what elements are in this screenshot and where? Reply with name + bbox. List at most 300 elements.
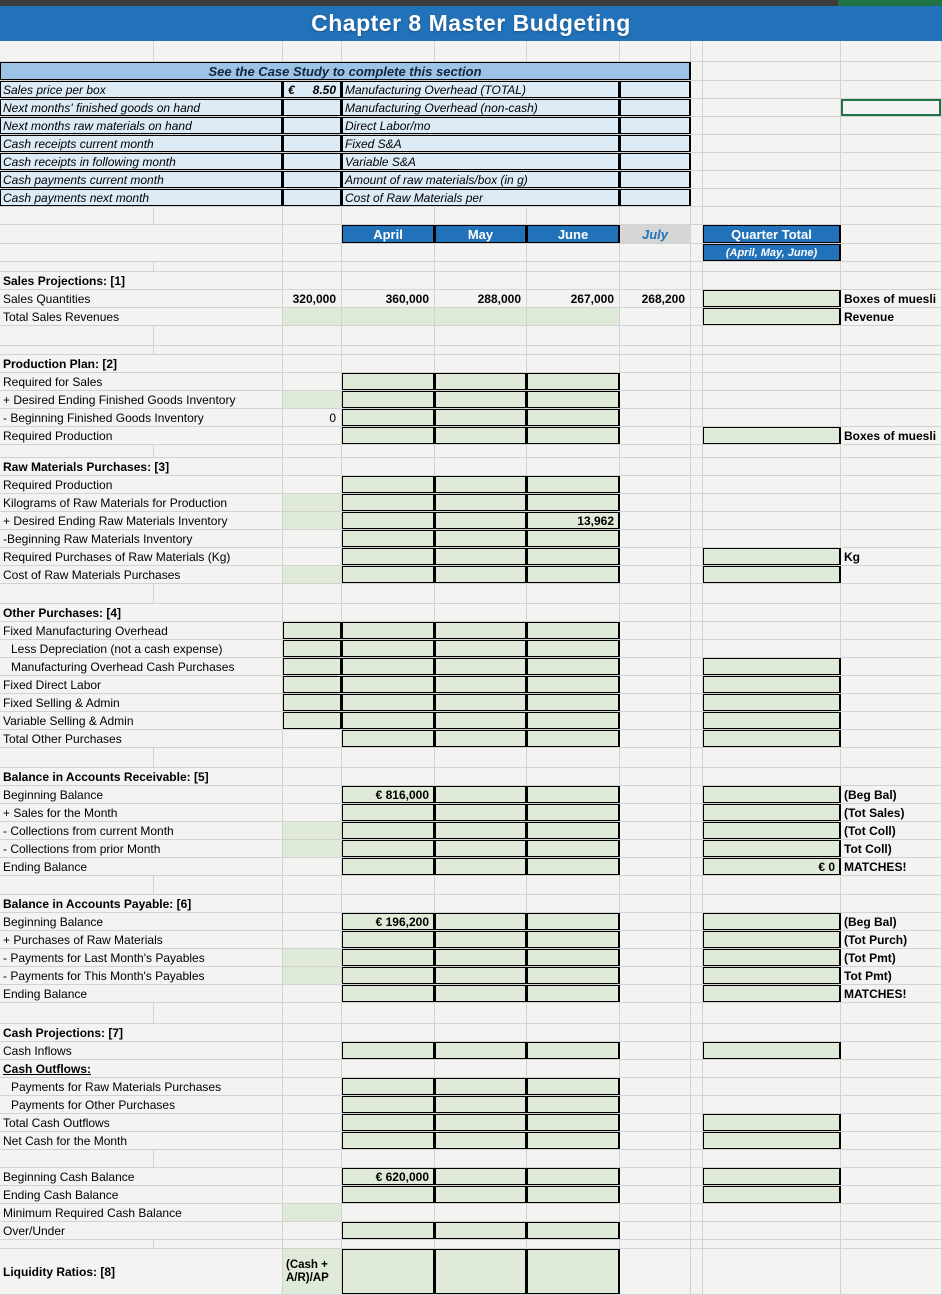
cell-june[interactable] — [527, 730, 620, 747]
cell-july — [620, 1249, 691, 1294]
cell-april[interactable] — [342, 622, 435, 639]
cell-b[interactable] — [283, 840, 342, 857]
grid-cell — [841, 676, 942, 693]
row-label: Net Cash for the Month — [0, 1132, 283, 1149]
cell-b — [283, 476, 342, 493]
grid-cell — [841, 730, 942, 747]
cell-b[interactable] — [283, 494, 342, 511]
cell-may[interactable] — [435, 949, 527, 966]
cell-june[interactable] — [527, 1186, 620, 1203]
cell-may[interactable] — [435, 622, 527, 639]
cell-may[interactable] — [435, 658, 527, 675]
cell-june[interactable] — [527, 391, 620, 408]
cell-may[interactable] — [435, 840, 527, 857]
section-label: Liquidity Ratios: [8] — [0, 1249, 283, 1294]
cell-april[interactable] — [342, 804, 435, 821]
grid-cell — [154, 1150, 283, 1167]
cell-june[interactable] — [527, 1222, 620, 1239]
cell-june[interactable] — [527, 694, 620, 711]
excel-green-strip — [838, 0, 942, 6]
sheet-row — [0, 1204, 942, 1222]
cell-april[interactable] — [342, 730, 435, 747]
cell-quarter-total[interactable]: € 0 — [703, 858, 841, 875]
grid-cell — [527, 876, 620, 894]
cell-quarter-total[interactable] — [703, 949, 841, 966]
currency-symbol: € — [288, 82, 295, 97]
grid-cell — [527, 346, 620, 354]
grid-cell — [0, 262, 154, 271]
cell-april[interactable]: € 196,200 — [342, 913, 435, 930]
cell-june[interactable] — [527, 427, 620, 444]
cell-april[interactable] — [342, 712, 435, 729]
cell-may[interactable] — [435, 967, 527, 984]
cell-june[interactable] — [527, 858, 620, 875]
cell-april[interactable] — [342, 640, 435, 657]
sheet-row — [0, 1042, 942, 1060]
cell-may[interactable] — [435, 308, 527, 325]
case-value-cell[interactable] — [620, 135, 691, 152]
case-value-cell[interactable] — [620, 81, 691, 98]
grid-cell — [841, 1240, 942, 1248]
cell-june[interactable] — [527, 985, 620, 1002]
cell-b[interactable]: 320,000 — [283, 290, 342, 307]
cell-quarter-total — [703, 640, 841, 657]
grid-cell — [703, 326, 841, 345]
cell-july — [620, 476, 691, 493]
cell-april[interactable] — [342, 566, 435, 583]
grid-cell — [841, 1222, 942, 1239]
cell-july — [620, 658, 691, 675]
grid-cell — [841, 391, 942, 408]
sheet-row — [0, 604, 942, 622]
cell-july — [620, 1042, 691, 1059]
cell-april[interactable] — [342, 494, 435, 511]
cell-b[interactable] — [283, 949, 342, 966]
sheet-row — [0, 566, 942, 584]
case-value-cell[interactable] — [620, 117, 691, 134]
cell-may[interactable] — [435, 640, 527, 657]
cell-quarter-total[interactable] — [703, 308, 841, 325]
cell-april[interactable] — [342, 658, 435, 675]
cell-b — [283, 1060, 342, 1077]
cell-june[interactable] — [527, 308, 620, 325]
cell-may[interactable] — [435, 985, 527, 1002]
sheet-row — [0, 895, 942, 913]
cell-quarter-total[interactable] — [703, 427, 841, 444]
grid-cell — [435, 207, 527, 224]
cell-may[interactable] — [435, 730, 527, 747]
case-value-cell[interactable] — [620, 153, 691, 170]
row-label: - Collections from current Month — [0, 822, 283, 839]
cell-may[interactable] — [435, 1222, 527, 1239]
grid-cell — [435, 326, 527, 345]
grid-cell — [0, 876, 154, 894]
cell-july — [620, 786, 691, 803]
cell-b[interactable] — [283, 712, 342, 729]
cell-quarter-total[interactable] — [703, 1042, 841, 1059]
cell-april[interactable] — [342, 427, 435, 444]
row-label: Cash receipts in following month — [0, 153, 283, 170]
cell-june[interactable] — [527, 1249, 620, 1294]
cell-may[interactable] — [435, 512, 527, 529]
sheet-row — [0, 768, 942, 786]
cell-june[interactable] — [527, 1114, 620, 1131]
grid-cell — [435, 445, 527, 457]
cell-quarter-total[interactable] — [703, 786, 841, 803]
cell-april[interactable] — [342, 308, 435, 325]
cell-b[interactable] — [283, 622, 342, 639]
top-window-strip — [0, 0, 942, 6]
cell-july — [620, 895, 691, 912]
cell-april[interactable] — [342, 676, 435, 693]
cell-quarter-total[interactable] — [703, 1186, 841, 1203]
cell-july — [620, 985, 691, 1002]
cell-april[interactable] — [342, 1078, 435, 1095]
grid-cell — [691, 1096, 703, 1113]
cell-july — [620, 622, 691, 639]
cell-b — [283, 895, 342, 912]
cell-may[interactable] — [435, 694, 527, 711]
cell-b[interactable] — [283, 658, 342, 675]
cell-quarter-total[interactable] — [703, 931, 841, 948]
sheet-row — [0, 99, 942, 117]
grid-cell — [703, 748, 841, 767]
grid-cell — [283, 1240, 342, 1248]
case-value-cell[interactable] — [620, 99, 691, 116]
cell-april[interactable] — [342, 985, 435, 1002]
sheet-row — [0, 858, 942, 876]
cell-april[interactable] — [342, 409, 435, 426]
cell-may[interactable] — [435, 373, 527, 390]
cell-quarter-total — [703, 1204, 841, 1221]
case-value-cell[interactable] — [283, 135, 342, 152]
cell-quarter-total — [703, 476, 841, 493]
cell-june[interactable] — [527, 548, 620, 565]
cell-quarter-total[interactable] — [703, 1132, 841, 1149]
cell-june[interactable] — [527, 967, 620, 984]
cell-may[interactable] — [435, 913, 527, 930]
grid-cell — [703, 62, 841, 80]
cell-b[interactable] — [283, 676, 342, 693]
cell-april[interactable] — [342, 530, 435, 547]
grid-cell — [527, 1003, 620, 1023]
grid-cell — [154, 1003, 283, 1023]
grid-cell — [841, 494, 942, 511]
grid-cell — [0, 207, 154, 224]
cell-may[interactable] — [435, 427, 527, 444]
cell-june[interactable] — [527, 931, 620, 948]
cell-quarter-total — [703, 1096, 841, 1113]
cell-june[interactable] — [527, 1168, 620, 1185]
cell-june[interactable] — [527, 658, 620, 675]
case-value-cell[interactable] — [283, 99, 342, 116]
cell-quarter-total[interactable] — [703, 658, 841, 675]
grid-cell — [691, 1186, 703, 1203]
case-value-cell[interactable] — [283, 117, 342, 134]
sheet-row — [0, 694, 942, 712]
cell-april[interactable] — [342, 373, 435, 390]
cell-may[interactable] — [435, 1249, 527, 1294]
cell-may — [435, 458, 527, 475]
cell-july — [620, 566, 691, 583]
grid-cell — [691, 272, 703, 289]
grid-cell — [0, 584, 154, 603]
grid-cell — [841, 712, 942, 729]
sheet-row — [0, 427, 942, 445]
row-label: Next months' finished goods on hand — [0, 99, 283, 116]
sheet-row — [0, 730, 942, 748]
cell-june[interactable] — [527, 840, 620, 857]
cell-may[interactable] — [435, 804, 527, 821]
cell-april[interactable] — [342, 476, 435, 493]
cell-april[interactable] — [342, 391, 435, 408]
cell-may[interactable] — [435, 1096, 527, 1113]
grid-cell — [691, 476, 703, 493]
spacer-row — [0, 876, 942, 895]
cell-june — [527, 604, 620, 621]
cell-quarter-total[interactable] — [703, 822, 841, 839]
cell-april[interactable] — [342, 1186, 435, 1203]
cell-june[interactable] — [527, 949, 620, 966]
cell-april[interactable]: € 816,000 — [342, 786, 435, 803]
sheet-row — [0, 1024, 942, 1042]
row-unit-label: MATCHES! — [841, 858, 942, 875]
cell-may[interactable] — [435, 676, 527, 693]
cell-may[interactable] — [435, 566, 527, 583]
cell-april[interactable] — [342, 931, 435, 948]
cell-may[interactable]: 288,000 — [435, 290, 527, 307]
cell-quarter-total[interactable] — [703, 694, 841, 711]
cell-july — [620, 373, 691, 390]
grid-cell — [703, 117, 841, 134]
cell-quarter-total[interactable] — [703, 913, 841, 930]
grid-cell — [703, 584, 841, 603]
cell-june[interactable] — [527, 566, 620, 583]
row-label: Beginning Balance — [0, 786, 283, 803]
cell-june — [527, 458, 620, 475]
grid-cell — [691, 1168, 703, 1185]
grid-cell — [841, 658, 942, 675]
row-label: Required for Sales — [0, 373, 283, 390]
cell-b[interactable] — [283, 566, 342, 583]
cell-april[interactable] — [342, 1249, 435, 1294]
cell-may[interactable] — [435, 822, 527, 839]
cell-june[interactable] — [527, 373, 620, 390]
cell-june[interactable]: 267,000 — [527, 290, 620, 307]
cell-june[interactable]: 13,962 — [527, 512, 620, 529]
cell-b — [283, 548, 342, 565]
cell-june[interactable] — [527, 409, 620, 426]
cell-b[interactable] — [283, 640, 342, 657]
row-unit-label: (Tot Sales) — [841, 804, 942, 821]
cell-quarter-total[interactable] — [703, 712, 841, 729]
grid-cell — [342, 1150, 435, 1167]
cell-quarter-total[interactable] — [703, 548, 841, 565]
grid-cell — [435, 1240, 527, 1248]
cell-quarter-total[interactable] — [703, 676, 841, 693]
row-unit-label: Boxes of muesli — [841, 427, 942, 444]
cell-june[interactable] — [527, 676, 620, 693]
grid-cell — [841, 189, 942, 206]
spacer-row — [0, 445, 942, 458]
cell-quarter-total — [703, 1222, 841, 1239]
cell-b[interactable] — [283, 822, 342, 839]
grid-cell — [691, 62, 703, 80]
cell-july — [620, 676, 691, 693]
cell-quarter-total[interactable] — [703, 1114, 841, 1131]
cell-june[interactable] — [527, 476, 620, 493]
grid-cell — [620, 1003, 691, 1023]
cell-quarter-total[interactable] — [703, 290, 841, 307]
cell-april[interactable]: 360,000 — [342, 290, 435, 307]
cell-june[interactable] — [527, 712, 620, 729]
cell-june — [527, 1204, 620, 1221]
cell-april[interactable] — [342, 1132, 435, 1149]
grid-cell — [527, 207, 620, 224]
row-unit-label: (Tot Coll) — [841, 822, 942, 839]
cell-may[interactable] — [435, 1042, 527, 1059]
cell-may[interactable] — [435, 548, 527, 565]
row-label: Direct Labor/mo — [342, 117, 620, 134]
case-value-cell[interactable] — [620, 189, 691, 206]
cell-april[interactable] — [342, 1096, 435, 1113]
cell-b[interactable] — [283, 967, 342, 984]
cell-may[interactable] — [435, 1114, 527, 1131]
cell-may[interactable] — [435, 409, 527, 426]
cell-april[interactable] — [342, 548, 435, 565]
row-label: Cash receipts current month — [0, 135, 283, 152]
cell-april[interactable] — [342, 967, 435, 984]
cell-june[interactable] — [527, 1042, 620, 1059]
cell-may[interactable] — [435, 712, 527, 729]
grid-cell — [342, 41, 435, 61]
grid-cell — [283, 346, 342, 354]
grid-cell — [841, 640, 942, 657]
row-label: Ending Balance — [0, 858, 283, 875]
case-value-cell[interactable] — [283, 171, 342, 188]
case-value-cell[interactable] — [283, 153, 342, 170]
cell-may[interactable] — [435, 786, 527, 803]
grid-cell — [841, 622, 942, 639]
cell-may[interactable] — [435, 1132, 527, 1149]
cell-b — [283, 530, 342, 547]
cell-quarter-total — [703, 458, 841, 475]
cell-quarter-total[interactable] — [703, 985, 841, 1002]
cell-june[interactable] — [527, 530, 620, 547]
cell-b — [283, 1222, 342, 1239]
cell-july — [620, 409, 691, 426]
cell-may[interactable] — [435, 858, 527, 875]
cell-june[interactable] — [527, 1078, 620, 1095]
cell-may[interactable] — [435, 1078, 527, 1095]
cell-quarter-total[interactable] — [703, 840, 841, 857]
cell-june[interactable] — [527, 622, 620, 639]
cell-may — [435, 355, 527, 372]
cell-april[interactable] — [342, 858, 435, 875]
grid-cell — [154, 748, 283, 767]
cell-june[interactable] — [527, 913, 620, 930]
grid-cell — [691, 117, 703, 134]
cell-april[interactable] — [342, 840, 435, 857]
cell-b — [283, 1024, 342, 1041]
cell-quarter-total[interactable] — [703, 804, 841, 821]
grid-cell — [527, 41, 620, 61]
cell-quarter-total — [703, 272, 841, 289]
grid-cell — [841, 41, 942, 61]
grid-cell — [841, 1042, 942, 1059]
cell-june[interactable] — [527, 822, 620, 839]
cell-june[interactable] — [527, 1096, 620, 1113]
cell-april[interactable] — [342, 694, 435, 711]
row-label: Amount of raw materials/box (in g) — [342, 171, 620, 188]
cell-may[interactable] — [435, 530, 527, 547]
cell-quarter-total[interactable] — [703, 730, 841, 747]
cell-b[interactable] — [283, 694, 342, 711]
cell-may[interactable] — [435, 1186, 527, 1203]
cell-april[interactable] — [342, 1222, 435, 1239]
cell-june[interactable] — [527, 640, 620, 657]
cell-quarter-total[interactable] — [703, 566, 841, 583]
sheet-row — [0, 1078, 942, 1096]
cell-july[interactable]: 268,200 — [620, 290, 691, 307]
cell-b[interactable]: (Cash + A/R)/AP — [283, 1249, 342, 1294]
cell-b[interactable] — [283, 512, 342, 529]
cell-july — [620, 1096, 691, 1113]
grid-cell — [691, 41, 703, 61]
cell-b[interactable]: 0 — [283, 409, 342, 426]
grid-cell — [841, 153, 942, 170]
cell-may — [435, 272, 527, 289]
cell-quarter-total[interactable] — [703, 1168, 841, 1185]
cell-april[interactable]: € 620,000 — [342, 1168, 435, 1185]
cell-april[interactable] — [342, 949, 435, 966]
cell-april[interactable] — [342, 1042, 435, 1059]
grid-cell — [435, 1003, 527, 1023]
cell-april[interactable] — [342, 1114, 435, 1131]
cell-may[interactable] — [435, 931, 527, 948]
cell-june[interactable] — [527, 804, 620, 821]
cell-b[interactable] — [283, 1204, 342, 1221]
row-label: Required Purchases of Raw Materials (Kg) — [0, 548, 283, 565]
cell-june[interactable] — [527, 1132, 620, 1149]
cell-quarter-total — [703, 494, 841, 511]
cell-quarter-total[interactable] — [703, 967, 841, 984]
row-label: Over/Under — [0, 1222, 283, 1239]
cell-b[interactable] — [283, 308, 342, 325]
grid-cell — [154, 41, 283, 61]
case-value-cell[interactable] — [620, 171, 691, 188]
row-unit-label: Tot Pmt) — [841, 967, 942, 984]
sheet-row — [0, 189, 942, 207]
cell-april[interactable] — [342, 512, 435, 529]
cell-may[interactable] — [435, 494, 527, 511]
cell-may[interactable] — [435, 476, 527, 493]
cell-july — [620, 840, 691, 857]
cell-june[interactable] — [527, 786, 620, 803]
cell-may[interactable] — [435, 391, 527, 408]
cell-may[interactable] — [435, 1168, 527, 1185]
cell-april[interactable] — [342, 822, 435, 839]
case-value-cell[interactable] — [283, 81, 342, 98]
grid-cell — [703, 1003, 841, 1023]
selected-cell[interactable] — [841, 99, 942, 116]
sheet-row — [0, 658, 942, 676]
case-value-cell[interactable] — [283, 189, 342, 206]
cell-june[interactable] — [527, 494, 620, 511]
cell-b[interactable] — [283, 391, 342, 408]
cell-b — [283, 1042, 342, 1059]
cell-b — [283, 1186, 342, 1203]
